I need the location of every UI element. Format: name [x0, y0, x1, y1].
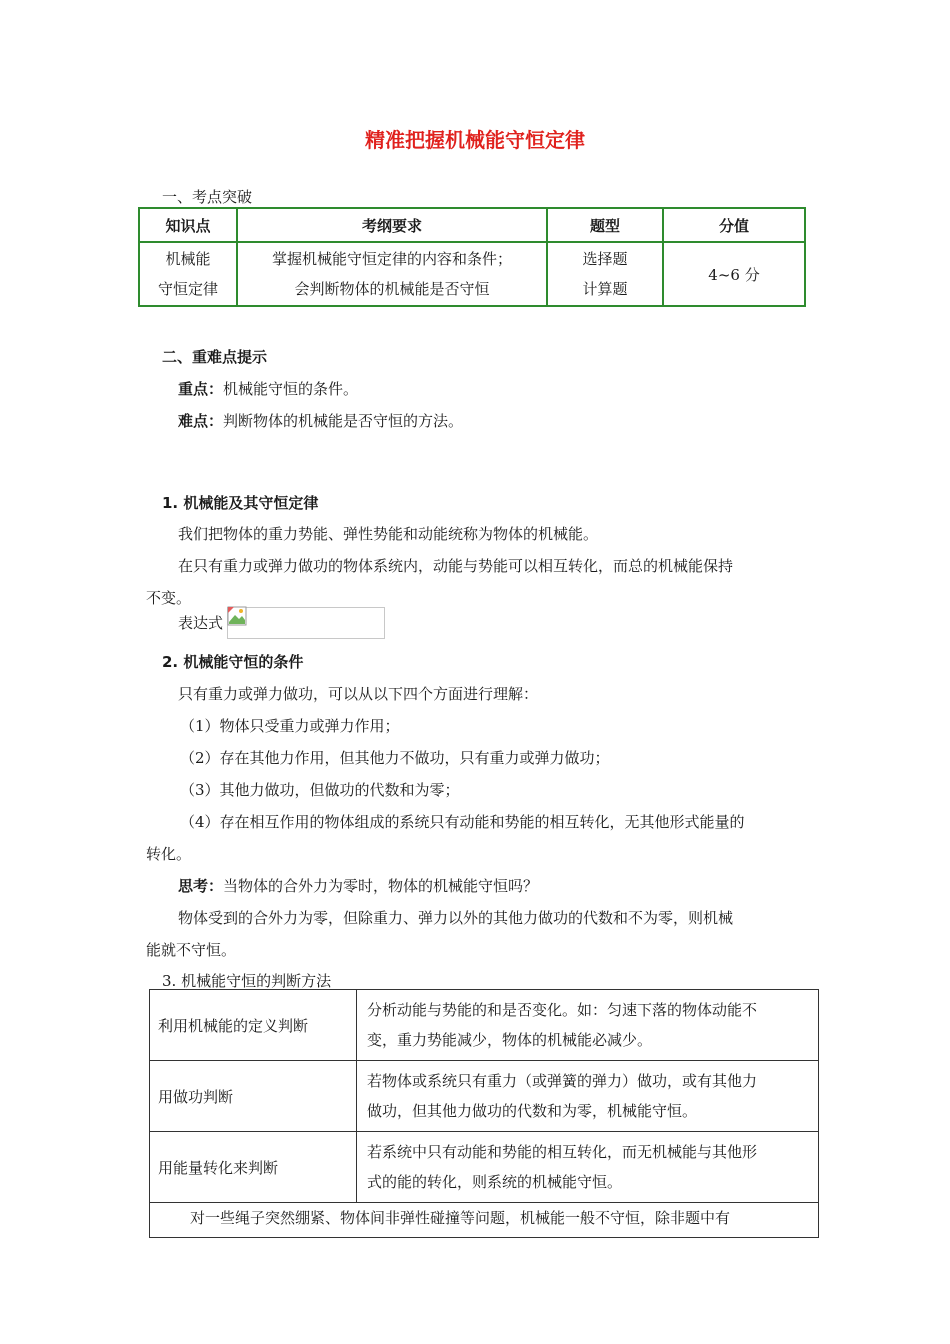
answer-line1: 物体受到的合外力为零，但除重力、弹力以外的其他力做功的代数和不为零，则机械	[178, 909, 734, 927]
cell-line: 掌握机械能守恒定律的内容和条件；	[271, 250, 512, 268]
difficult-point-text: 判断物体的机械能是否守恒的方法。	[223, 412, 464, 430]
judgment-methods-table	[149, 989, 819, 1238]
cell-requirement	[237, 242, 547, 306]
cell-line: 机械能	[165, 250, 211, 268]
method-cell: 利用机械能的定义判断	[150, 990, 357, 1061]
part1-paragraph1: 我们把物体的重力势能、弹性势能和动能统称为物体的机械能。	[178, 525, 599, 543]
desc-line: 变，重力势能减少，物体的机械能必减少。	[367, 1031, 653, 1049]
desc-line: 做功，但其他力做功的代数和为零，机械能守恒。	[367, 1102, 698, 1120]
key-point-label: 重点：	[178, 380, 224, 398]
condition-item-3: （3）其他力做功，但做功的代数和为零；	[180, 781, 460, 799]
part1-paragraph2-line1: 在只有重力或弹力做功的物体系统内，动能与势能可以相互转化，而总的机械能保持	[178, 557, 734, 575]
header-requirement: 考纲要求	[237, 208, 547, 242]
header-score: 分值	[663, 208, 805, 242]
desc-line: 式的能的转化，则系统的机械能守恒。	[367, 1173, 623, 1191]
method-cell: 用能量转化来判断	[150, 1132, 357, 1203]
section-heading-key-points: 二、重难点提示	[162, 348, 268, 366]
think-label: 思考：	[178, 877, 224, 895]
page-title: 精准把握机械能守恒定律	[365, 128, 585, 152]
condition-item-4: （4）存在相互作用的物体组成的系统只有动能和势能的相互转化，无其他形式能量的	[180, 813, 745, 831]
part2-heading: 2. 机械能守恒的条件	[162, 653, 304, 671]
condition-item-1: （1）物体只受重力或弹力作用；	[180, 717, 400, 735]
think-text: 当物体的合外力为零时，物体的机械能守恒吗？	[223, 877, 539, 895]
desc-line: 若系统中只有动能和势能的相互转化，而无机械能与其他形	[367, 1143, 758, 1161]
method-description	[357, 1061, 819, 1132]
key-point-line	[178, 379, 358, 399]
desc-line: 若物体或系统只有重力（或弹簧的弹力）做功，或有其他力	[367, 1072, 758, 1090]
think-question	[178, 876, 538, 896]
formula-image-placeholder	[227, 607, 385, 639]
cell-line: 守恒定律	[157, 280, 218, 298]
cell-line: 会判断物体的机械能是否守恒	[294, 280, 490, 298]
cell-line: 选择题	[582, 250, 628, 268]
part2-intro: 只有重力或弹力做功，可以从以下四个方面进行理解：	[178, 685, 539, 703]
desc-line: 分析动能与势能的和是否变化。如：匀速下落的物体动能不	[367, 1001, 758, 1019]
expression-label: 表达式	[178, 614, 224, 632]
part3-heading: 3. 机械能守恒的判断方法	[162, 972, 332, 990]
method-description	[357, 1132, 819, 1203]
answer-line2: 能就不守恒。	[146, 941, 237, 959]
broken-image-icon	[227, 606, 247, 626]
part1-heading: 1. 机械能及其守恒定律	[162, 494, 319, 512]
cell-knowledge-point	[139, 242, 237, 306]
method-description	[357, 990, 819, 1061]
cell-score: 4~6 分	[663, 242, 805, 306]
difficult-point-line	[178, 411, 463, 431]
cell-line: 计算题	[582, 280, 628, 298]
cell-question-type	[547, 242, 663, 306]
note-cell: 对一些绳子突然绷紧、物体间非弹性碰撞等问题，机械能一般不守恒，除非题中有	[150, 1203, 819, 1238]
difficult-point-label: 难点：	[178, 412, 224, 430]
exam-points-table	[138, 207, 806, 307]
condition-item-2: （2）存在其他力作用，但其他力不做功，只有重力或弹力做功；	[180, 749, 610, 767]
part1-paragraph2-line2: 不变。	[146, 589, 192, 607]
header-knowledge-point: 知识点	[139, 208, 237, 242]
method-cell: 用做功判断	[150, 1061, 357, 1132]
key-point-text: 机械能守恒的条件。	[223, 380, 359, 398]
section-heading-exam-points: 一、考点突破	[162, 188, 253, 206]
header-question-type: 题型	[547, 208, 663, 242]
condition-item-4-cont: 转化。	[146, 845, 192, 863]
